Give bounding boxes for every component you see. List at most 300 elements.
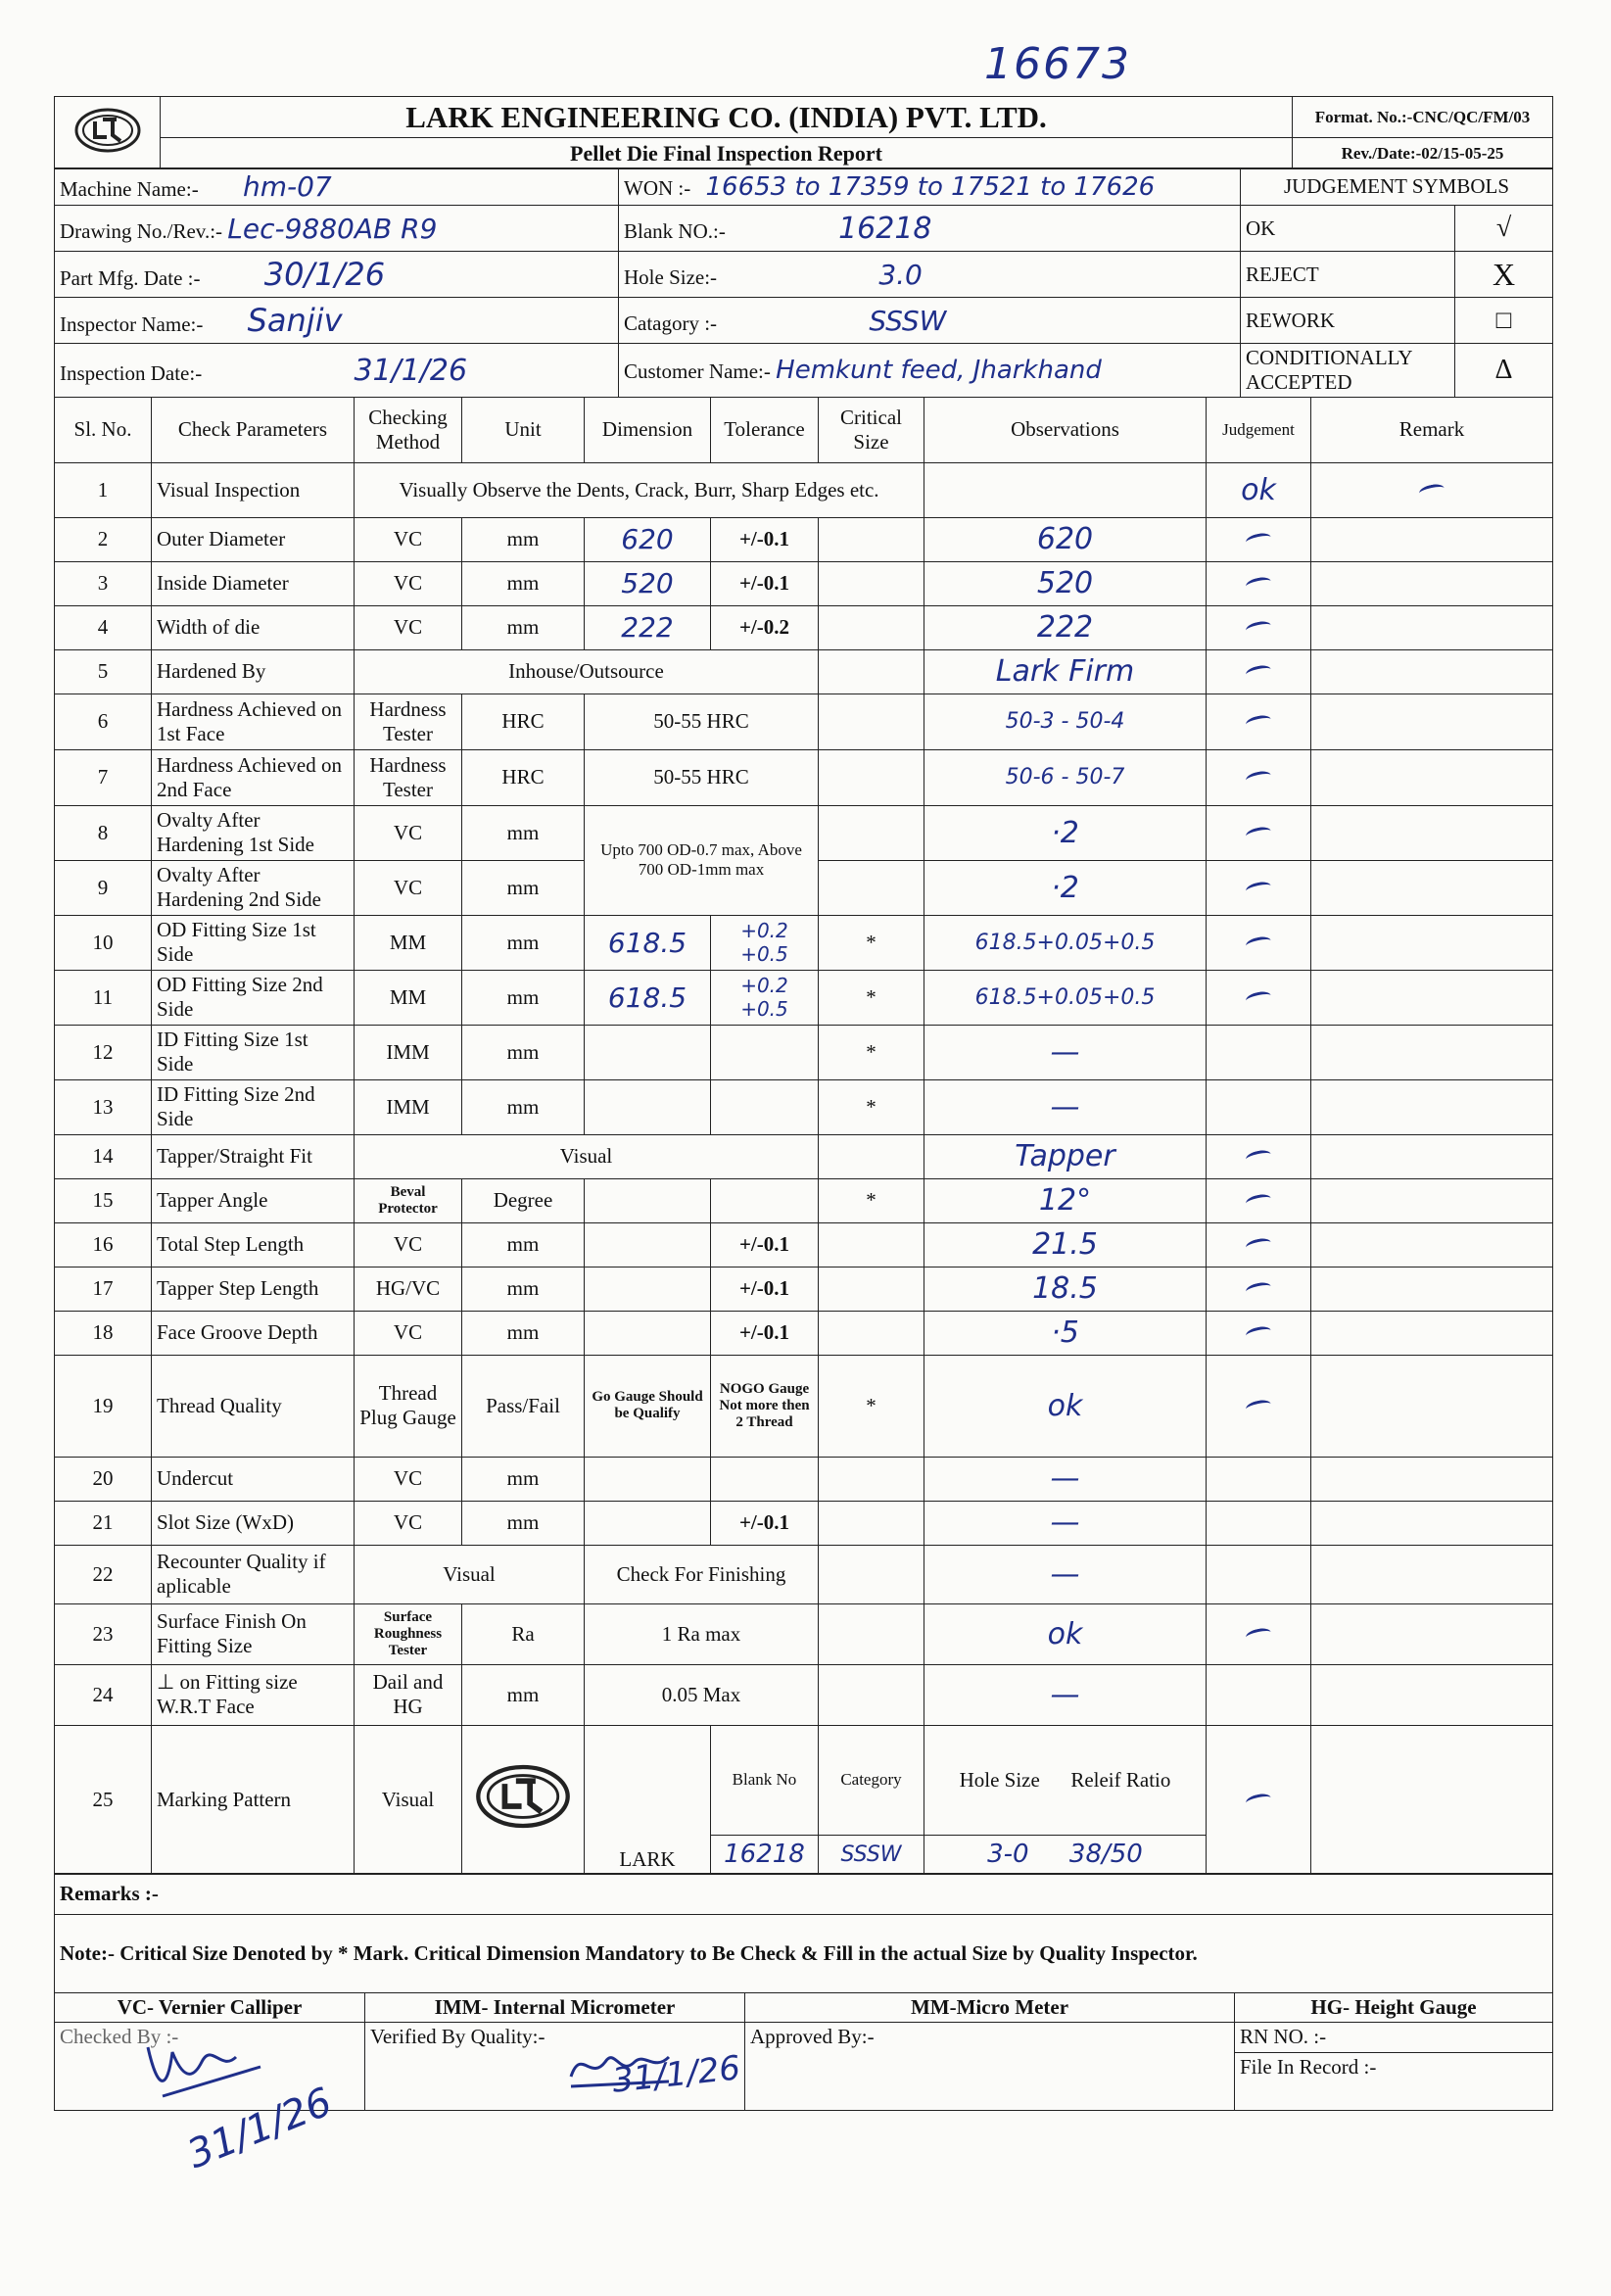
category-cell: Catagory :- SSSW <box>619 298 1241 344</box>
table-row <box>55 1545 1553 1603</box>
row-tolerance: +/-0.1 <box>711 1222 819 1267</box>
row-dimension: 222 <box>585 605 711 649</box>
row-sl: 5 <box>55 649 152 694</box>
symbol-label-reject: REJECT <box>1241 252 1455 298</box>
row-judgement <box>1207 1664 1311 1725</box>
checked-by-date: 31/1/26 <box>180 2079 339 2178</box>
row-unit: mm <box>462 1222 585 1267</box>
row-judgement <box>1207 561 1311 605</box>
row-tolerance: +0.2 +0.5 <box>711 915 819 970</box>
row-dimension <box>585 1267 711 1311</box>
verified-by-date: 31/1/26 <box>610 2048 742 2101</box>
row-judgement <box>1207 1025 1311 1079</box>
row-observation: ok <box>924 1355 1207 1457</box>
tick-icon <box>1245 880 1272 896</box>
row-observation: 21.5 <box>924 1222 1207 1267</box>
row-method: VC <box>355 561 462 605</box>
legend-mm: MM-Micro Meter <box>745 1993 1235 2023</box>
symbol-conditional: Δ <box>1455 344 1553 398</box>
row-sl: 25 <box>55 1725 152 1874</box>
row-critical: * <box>819 970 924 1025</box>
tick-icon <box>1245 1398 1272 1414</box>
company-logo <box>55 97 161 169</box>
row-critical <box>819 1545 924 1603</box>
tick-icon <box>1245 1237 1272 1254</box>
tick-icon <box>1245 1149 1272 1166</box>
inspection-sheet <box>54 96 1552 2111</box>
row-dimension: Upto 700 OD-0.7 max, Above 700 OD-1mm max <box>585 805 819 915</box>
col-sl: Sl. No. <box>55 397 152 462</box>
row-judgement <box>1207 860 1311 915</box>
tick-icon <box>1245 989 1272 1006</box>
row-param: Marking Pattern <box>152 1725 355 1874</box>
row-critical: * <box>819 1079 924 1134</box>
row-judgement <box>1207 1545 1311 1603</box>
row-param: Inside Diameter <box>152 561 355 605</box>
row-remark <box>1311 1501 1553 1545</box>
row-judgement <box>1207 1355 1311 1457</box>
table-row <box>55 1134 1553 1178</box>
table-row <box>55 970 1553 1025</box>
row-judgement <box>1207 1501 1311 1545</box>
row-remark <box>1311 649 1553 694</box>
row-dimension <box>585 1178 711 1222</box>
row-param: Surface Finish On Fitting Size <box>152 1603 355 1664</box>
part-date-value: 30/1/26 <box>263 256 386 294</box>
header-table <box>54 96 1553 169</box>
row-observation: ok <box>1207 462 1311 517</box>
verified-by-cell: Verified By Quality:- <box>365 2023 745 2111</box>
marking-logo <box>462 1725 585 1874</box>
approved-by-cell: Approved By:- <box>745 2023 1235 2111</box>
row-method: Hardness Tester <box>355 694 462 749</box>
col-remark: Remark <box>1311 397 1553 462</box>
symbol-label-ok: OK <box>1241 206 1455 252</box>
row-judgement <box>1207 1134 1311 1178</box>
row-remark <box>1311 1664 1553 1725</box>
row-unit: mm <box>462 561 585 605</box>
customer-value: Hemkunt feed, Jharkhand <box>776 356 1102 386</box>
company-name: LARK ENGINEERING CO. (INDIA) PVT. LTD. <box>161 97 1293 138</box>
row-observation: 222 <box>924 605 1207 649</box>
hole-value: 3.0 <box>878 258 923 291</box>
row-tolerance: +/-0.2 <box>711 605 819 649</box>
row-param: OD Fitting Size 2nd Side <box>152 970 355 1025</box>
row-param: Tapper Step Length <box>152 1267 355 1311</box>
row-param: Tapper Angle <box>152 1178 355 1222</box>
symbol-label-rework: REWORK <box>1241 298 1455 344</box>
drawing-value: Lec-9880AB R9 <box>227 212 438 245</box>
row-sl: 22 <box>55 1545 152 1603</box>
row-sl: 3 <box>55 561 152 605</box>
row-judgement <box>1207 915 1311 970</box>
row-param: Recounter Quality if aplicable <box>152 1545 355 1603</box>
row-judgement <box>1207 1603 1311 1664</box>
row-observation: 12° <box>924 1178 1207 1222</box>
row-sl: 19 <box>55 1355 152 1457</box>
judgement-symbols-heading: JUDGEMENT SYMBOLS <box>1241 168 1553 206</box>
table-row <box>55 517 1553 561</box>
row-method: VC <box>355 1311 462 1355</box>
row-observation: — <box>924 1457 1207 1501</box>
row-critical <box>819 561 924 605</box>
rev-date: Rev./Date:-02/15-05-25 <box>1293 138 1553 169</box>
tick-icon <box>1245 934 1272 951</box>
marking-category-label: Category <box>819 1725 924 1835</box>
row-method: Thread Plug Gauge <box>355 1355 462 1457</box>
row-critical <box>819 694 924 749</box>
row-method: VC <box>355 805 462 860</box>
row-critical: * <box>819 1178 924 1222</box>
row-sl: 4 <box>55 605 152 649</box>
row-sl: 12 <box>55 1025 152 1079</box>
remarks-label: Remarks :- <box>55 1874 1553 1915</box>
row-critical: * <box>819 1355 924 1457</box>
row-tolerance <box>711 1178 819 1222</box>
row-remark <box>1311 1267 1553 1311</box>
tick-icon <box>1245 1281 1272 1298</box>
row-param: Tapper/Straight Fit <box>152 1134 355 1178</box>
row-method: Visual <box>355 1134 819 1178</box>
row-sl: 13 <box>55 1079 152 1134</box>
document-number: 16673 <box>984 39 1131 89</box>
row-dimension: 50-55 HRC <box>585 694 819 749</box>
row-param: Width of die <box>152 605 355 649</box>
row-unit: Pass/Fail <box>462 1355 585 1457</box>
table-row <box>55 915 1553 970</box>
row-sl: 16 <box>55 1222 152 1267</box>
tick-icon <box>1245 714 1272 731</box>
legend-imm: IMM- Internal Micrometer <box>365 1993 745 2023</box>
row-critical <box>819 1267 924 1311</box>
row-critical <box>819 749 924 805</box>
row-unit: Ra <box>462 1603 585 1664</box>
tick-icon <box>1245 576 1272 593</box>
col-judgement: Judgement <box>1207 397 1311 462</box>
machine-name-value: hm-07 <box>242 170 332 204</box>
row-critical <box>819 1134 924 1178</box>
won-cell: WON :- 16653 to 17359 to 17521 to 17626 <box>619 168 1241 206</box>
row-observation: — <box>924 1501 1207 1545</box>
row-tolerance <box>711 1025 819 1079</box>
row-param: Slot Size (WxD) <box>152 1501 355 1545</box>
row-sl: 9 <box>55 860 152 915</box>
row-method: Beval Protector <box>355 1178 462 1222</box>
marking-lark: LARK <box>585 1725 711 1874</box>
row-judgement <box>1207 805 1311 860</box>
table-row <box>55 649 1553 694</box>
marking-blank-no-label: Blank No <box>711 1725 819 1835</box>
row-critical <box>819 860 924 915</box>
row-sl: 15 <box>55 1178 152 1222</box>
critical-note: Note:- Critical Size Denoted by * Mark. Critical Dimension Mandatory to Be Check & Fill in the actual Size by Quality Inspector. <box>55 1915 1553 1993</box>
row-remark <box>1311 1079 1553 1134</box>
row-sl: 14 <box>55 1134 152 1178</box>
tick-icon <box>1245 1193 1272 1210</box>
row-dimension: Go Gauge Should be Qualify <box>585 1355 711 1457</box>
row-tolerance: +/-0.1 <box>711 1267 819 1311</box>
row-sl: 11 <box>55 970 152 1025</box>
info-table <box>54 167 1553 398</box>
row-dimension <box>585 1222 711 1267</box>
row-param: Thread Quality <box>152 1355 355 1457</box>
table-row <box>55 805 1553 860</box>
table-row <box>55 462 1553 517</box>
table-row <box>55 1311 1553 1355</box>
row-observation: — <box>924 1545 1207 1603</box>
row-sl: 20 <box>55 1457 152 1501</box>
row-unit: mm <box>462 1025 585 1079</box>
row-critical <box>819 1501 924 1545</box>
table-row <box>55 561 1553 605</box>
row-sl: 18 <box>55 1311 152 1355</box>
row-unit: mm <box>462 1457 585 1501</box>
row-method: Visual <box>355 1545 585 1603</box>
row-sl: 10 <box>55 915 152 970</box>
row-remark <box>1311 1545 1553 1603</box>
row-critical <box>819 1664 924 1725</box>
row-sl: 21 <box>55 1501 152 1545</box>
row-unit: mm <box>462 605 585 649</box>
table-row <box>55 1725 1553 1835</box>
row-dimension: 0.05 Max <box>585 1664 819 1725</box>
table-row <box>55 749 1553 805</box>
row-judgement <box>1207 1222 1311 1267</box>
row-method: Inhouse/Outsource <box>355 649 819 694</box>
row-dimension <box>585 1501 711 1545</box>
row-param: Outer Diameter <box>152 517 355 561</box>
row-tolerance: NOGO Gauge Not more then 2 Thread <box>711 1355 819 1457</box>
row-unit: mm <box>462 860 585 915</box>
table-row <box>55 1267 1553 1311</box>
row-tolerance <box>711 1457 819 1501</box>
marking-judgement <box>1207 1725 1311 1874</box>
row-param: Hardness Achieved on 1st Face <box>152 694 355 749</box>
table-row <box>55 1355 1553 1457</box>
row-param: Ovalty After Hardening 2nd Side <box>152 860 355 915</box>
row-critical <box>819 1222 924 1267</box>
row-observation: 620 <box>924 517 1207 561</box>
row-param: Undercut <box>152 1457 355 1501</box>
lark-logo-icon <box>73 106 142 155</box>
row-remark <box>1311 1311 1553 1355</box>
row-dimension <box>585 1079 711 1134</box>
row-remark <box>1311 749 1553 805</box>
row-tolerance: +/-0.1 <box>711 1311 819 1355</box>
row-remark <box>1311 860 1553 915</box>
row-param: Visual Inspection <box>152 462 355 517</box>
legend-hg: HG- Height Gauge <box>1235 1993 1553 2023</box>
row-dimension: 1 Ra max <box>585 1603 819 1664</box>
row-sl: 7 <box>55 749 152 805</box>
table-row <box>55 1501 1553 1545</box>
symbol-ok: √ <box>1455 206 1553 252</box>
row-remark <box>1311 805 1553 860</box>
col-checking-method: Checking Method <box>355 397 462 462</box>
row-critical <box>819 1311 924 1355</box>
row-param: Total Step Length <box>152 1222 355 1267</box>
row-observation: 50-3 - 50-4 <box>924 694 1207 749</box>
checked-by-signature <box>133 2033 270 2101</box>
row-param: Hardened By <box>152 649 355 694</box>
table-row <box>55 1457 1553 1501</box>
format-no: Format. No.:-CNC/QC/FM/03 <box>1293 97 1553 138</box>
row-tolerance: +/-0.1 <box>711 1501 819 1545</box>
table-row <box>55 1079 1553 1134</box>
row-remark <box>1311 970 1553 1025</box>
tick-icon <box>1245 1792 1272 1808</box>
row-dimension <box>585 1457 711 1501</box>
inspection-table <box>54 397 1553 1875</box>
row-dimension: 618.5 <box>585 970 711 1025</box>
tick-icon <box>1245 770 1272 787</box>
inspection-rows <box>55 462 1553 1725</box>
marking-remark <box>1311 1725 1553 1874</box>
col-unit: Unit <box>462 397 585 462</box>
row-method: Hardness Tester <box>355 749 462 805</box>
row-param: ⊥ on Fitting size W.R.T Face <box>152 1664 355 1725</box>
row-method: HG/VC <box>355 1267 462 1311</box>
row-param: Face Groove Depth <box>152 1311 355 1355</box>
inspection-date-cell: Inspection Date:- 31/1/26 <box>55 344 619 398</box>
row-observation: ·2 <box>924 860 1207 915</box>
row-method: MM <box>355 970 462 1025</box>
row-judgement <box>1207 970 1311 1025</box>
row-sl: 23 <box>55 1603 152 1664</box>
footer-table <box>54 1873 1553 2111</box>
row-critical <box>819 605 924 649</box>
row-judgement <box>1207 1267 1311 1311</box>
row-remark <box>1311 1134 1553 1178</box>
marking-category: SSSW <box>819 1835 924 1874</box>
row-remark <box>1311 1457 1553 1501</box>
tick-icon <box>1245 620 1272 637</box>
row-dimension: 50-55 HRC <box>585 749 819 805</box>
row-observation: — <box>924 1664 1207 1725</box>
row-critical <box>819 517 924 561</box>
table-row <box>55 1222 1553 1267</box>
row-observation: — <box>924 1025 1207 1079</box>
row-judgement <box>1207 517 1311 561</box>
row-unit: mm <box>462 805 585 860</box>
row-dimension: 618.5 <box>585 915 711 970</box>
row-dimension: Check For Finishing <box>585 1545 819 1603</box>
rn-no: RN NO. :- <box>1235 2023 1552 2053</box>
won-value: 16653 to 17359 to 17521 to 17626 <box>705 171 1156 202</box>
row-critical: * <box>819 915 924 970</box>
row-observation: 18.5 <box>924 1267 1207 1311</box>
inspector-value: Sanjiv <box>247 302 343 340</box>
row-remark <box>1311 561 1553 605</box>
row-remark <box>1311 1355 1553 1457</box>
row-unit: mm <box>462 915 585 970</box>
tick-icon <box>1418 482 1445 499</box>
checked-by-cell: Checked By :- <box>55 2023 365 2111</box>
table-row <box>55 1603 1553 1664</box>
blank-cell: Blank NO.:- 16218 <box>619 206 1241 252</box>
row-sl: 17 <box>55 1267 152 1311</box>
row-tolerance: +0.2 +0.5 <box>711 970 819 1025</box>
row-critical <box>819 1457 924 1501</box>
row-judgement <box>1207 649 1311 694</box>
row-critical <box>819 649 924 694</box>
table-row <box>55 1178 1553 1222</box>
row-method: Visually Observe the Dents, Crack, Burr, Sharp Edges etc. <box>355 462 924 517</box>
row-method: MM <box>355 915 462 970</box>
row-method: Surface Roughness Tester <box>355 1603 462 1664</box>
record-cell <box>1235 2023 1553 2111</box>
row-sl: 24 <box>55 1664 152 1725</box>
row-observation: ok <box>924 1603 1207 1664</box>
row-method: VC <box>355 1457 462 1501</box>
tick-icon <box>1245 532 1272 549</box>
row-critical <box>819 805 924 860</box>
row-sl: 6 <box>55 694 152 749</box>
col-tolerance: Tolerance <box>711 397 819 462</box>
row-method: IMM <box>355 1025 462 1079</box>
row-remark <box>1311 1222 1553 1267</box>
row-observation: Lark Firm <box>924 649 1207 694</box>
row-observation: Tapper <box>924 1134 1207 1178</box>
row-unit: mm <box>462 1311 585 1355</box>
row-observation: ·5 <box>924 1311 1207 1355</box>
row-judgement <box>1207 1178 1311 1222</box>
row-dimension: 620 <box>585 517 711 561</box>
row-sl: 8 <box>55 805 152 860</box>
row-unit: mm <box>462 970 585 1025</box>
row-method: VC <box>355 1501 462 1545</box>
col-dimension: Dimension <box>585 397 711 462</box>
drawing-cell: Drawing No./Rev.:- Lec-9880AB R9 <box>55 206 619 252</box>
tick-icon <box>1245 825 1272 841</box>
row-method: Dail and HG <box>355 1664 462 1725</box>
row-remark <box>1311 517 1553 561</box>
row-critical <box>924 462 1207 517</box>
row-unit: mm <box>462 517 585 561</box>
col-observations: Observations <box>924 397 1207 462</box>
row-remark <box>1311 1025 1553 1079</box>
row-remark <box>1311 605 1553 649</box>
row-param: ID Fitting Size 1st Side <box>152 1025 355 1079</box>
category-value: SSSW <box>869 304 947 337</box>
table-row <box>55 1025 1553 1079</box>
row-observation: — <box>924 1079 1207 1134</box>
row-judgement <box>1207 749 1311 805</box>
row-observation: 618.5+0.05+0.5 <box>924 970 1207 1025</box>
row-observation: 50-6 - 50-7 <box>924 749 1207 805</box>
tick-icon <box>1245 1626 1272 1643</box>
table-row <box>55 1664 1553 1725</box>
row-tolerance <box>711 1079 819 1134</box>
row-dimension: 520 <box>585 561 711 605</box>
row-sl: 1 <box>55 462 152 517</box>
row-judgement <box>1207 605 1311 649</box>
row-tolerance: +/-0.1 <box>711 561 819 605</box>
row-tolerance: +/-0.1 <box>711 517 819 561</box>
row-dimension <box>585 1025 711 1079</box>
row-unit: mm <box>462 1664 585 1725</box>
row-param: ID Fitting Size 2nd Side <box>152 1079 355 1134</box>
col-critical-size: Critical Size <box>819 397 924 462</box>
row-observation: ·2 <box>924 805 1207 860</box>
report-title: Pellet Die Final Inspection Report <box>161 138 1293 169</box>
row-remark <box>1311 694 1553 749</box>
row-unit: HRC <box>462 694 585 749</box>
marking-hole-relief: 3-0 38/50 <box>924 1835 1207 1874</box>
row-unit: mm <box>462 1267 585 1311</box>
column-header-row <box>55 397 1553 462</box>
row-method: Visual <box>355 1725 462 1874</box>
